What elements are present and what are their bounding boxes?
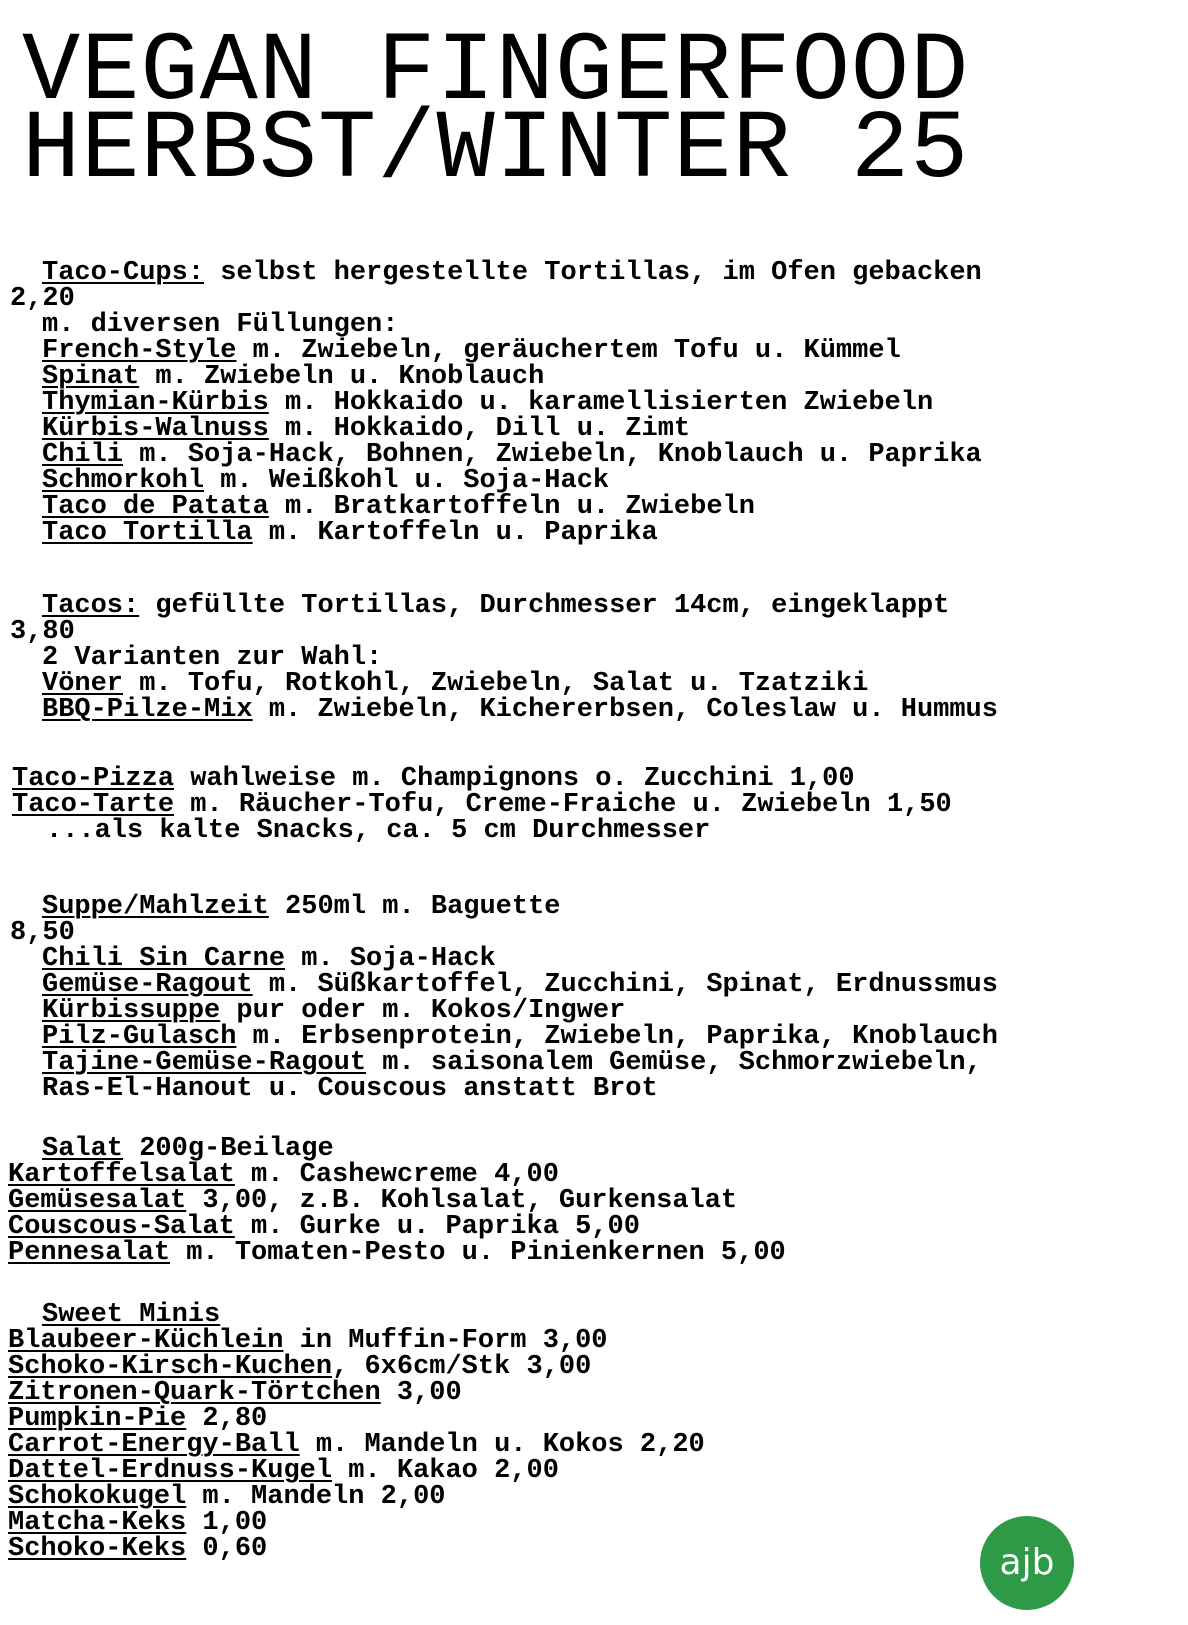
taco-cups-heading: Taco-Cups: selbst hergestellte Tortillas, im Ofen gebacken [42, 258, 982, 288]
taco-cups-sub: m. diversen Füllungen: [42, 310, 399, 340]
menu-item: Tajine-Gemüse-Ragout m. saisonalem Gemüse, Schmorzwiebeln, [42, 1048, 982, 1078]
taco-cups-name: Taco-Cups: [42, 258, 205, 288]
menu-item: Chili m. Soja-Hack, Bohnen, Zwiebeln, Knoblauch u. Paprika [42, 440, 982, 470]
menu-item: Taco Tortilla m. Kartoffeln u. Paprika [42, 518, 658, 548]
menu-item: Chili Sin Carne m. Soja-Hack [42, 944, 496, 974]
tacos-price: 3,80 [10, 617, 75, 647]
menu-item: Kürbis-Walnuss m. Hokkaido, Dill u. Zimt [42, 414, 691, 444]
menu-item: Schokokugel m. Mandeln 2,00 [8, 1482, 446, 1512]
menu-item: Zitronen-Quark-Törtchen 3,00 [8, 1378, 462, 1408]
ajb-logo [980, 1516, 1074, 1610]
menu-item: French-Style m. Zwiebeln, geräuchertem Tofu u. Kümmel [42, 336, 901, 366]
page-title [22, 18, 970, 206]
soup-continuation: Ras-El-Hanout u. Couscous anstatt Brot [42, 1074, 658, 1104]
menu-item: Taco-Tarte m. Räucher-Tofu, Creme-Fraiche u. Zwiebeln 1,50 [12, 790, 952, 820]
menu-item: Gemüsesalat 3,00, z.B. Kohlsalat, Gurkensalat [8, 1186, 738, 1216]
menu-item: Pumpkin-Pie 2,80 [8, 1404, 268, 1434]
title-line-2: HERBST/WINTER 25 [22, 96, 970, 206]
tacos-name: Tacos: [42, 591, 140, 621]
taco-snacks-note: ...als kalte Snacks, ca. 5 cm Durchmesser [46, 816, 711, 846]
soup-price: 8,50 [10, 918, 75, 948]
menu-item: BBQ-Pilze-Mix m. Zwiebeln, Kichererbsen, Coleslaw u. Hummus [42, 695, 998, 725]
logo-text: ajb [999, 1542, 1055, 1583]
menu-item: Spinat m. Zwiebeln u. Knoblauch [42, 362, 545, 392]
menu-item: Thymian-Kürbis m. Hokkaido u. karamellisierten Zwiebeln [42, 388, 934, 418]
menu-item: Schmorkohl m. Weißkohl u. Soja-Hack [42, 466, 610, 496]
menu-item: Gemüse-Ragout m. Süßkartoffel, Zucchini, Spinat, Erdnussmus [42, 970, 998, 1000]
menu-item: Taco-Pizza wahlweise m. Champignons o. Zucchini 1,00 [12, 764, 855, 794]
menu-item: Pilz-Gulasch m. Erbsenprotein, Zwiebeln, Paprika, Knoblauch [42, 1022, 998, 1052]
salad-name: Salat [42, 1134, 124, 1164]
menu-item: Matcha-Keks 1,00 [8, 1508, 268, 1538]
sweets-name: Sweet Minis [42, 1300, 221, 1330]
tacos-sub: 2 Varianten zur Wahl: [42, 643, 383, 673]
sweets-heading [42, 1302, 220, 1329]
soup-heading: Suppe/Mahlzeit 250ml m. Baguette [42, 892, 561, 922]
salad-heading: Salat 200g-Beilage [42, 1134, 334, 1164]
title-line-1: VEGAN FINGERFOOD [22, 18, 970, 128]
menu-item: Kartoffelsalat m. Cashewcreme 4,00 [8, 1160, 559, 1190]
menu-item: Taco de Patata m. Bratkartoffeln u. Zwiebeln [42, 492, 755, 522]
menu-item: Carrot-Energy-Ball m. Mandeln u. Kokos 2,20 [8, 1430, 705, 1460]
taco-cups-price: 2,20 [10, 284, 75, 314]
menu-item: Schoko-Kirsch-Kuchen, 6x6cm/Stk 3,00 [8, 1352, 592, 1382]
menu-item: Couscous-Salat m. Gurke u. Paprika 5,00 [8, 1212, 640, 1242]
menu-item: Vöner m. Tofu, Rotkohl, Zwiebeln, Salat u. Tzatziki [42, 669, 869, 699]
soup-name: Suppe/Mahlzeit [42, 892, 269, 922]
tacos-heading: Tacos: gefüllte Tortillas, Durchmesser 14cm, eingeklappt [42, 591, 950, 621]
menu-item: Pennesalat m. Tomaten-Pesto u. Pinienkernen 5,00 [8, 1238, 786, 1268]
menu-item: Blaubeer-Küchlein in Muffin-Form 3,00 [8, 1326, 608, 1356]
menu-item: Kürbissuppe pur oder m. Kokos/Ingwer [42, 996, 626, 1026]
menu-item: Schoko-Keks 0,60 [8, 1534, 268, 1564]
menu-item: Dattel-Erdnuss-Kugel m. Kakao 2,00 [8, 1456, 559, 1486]
